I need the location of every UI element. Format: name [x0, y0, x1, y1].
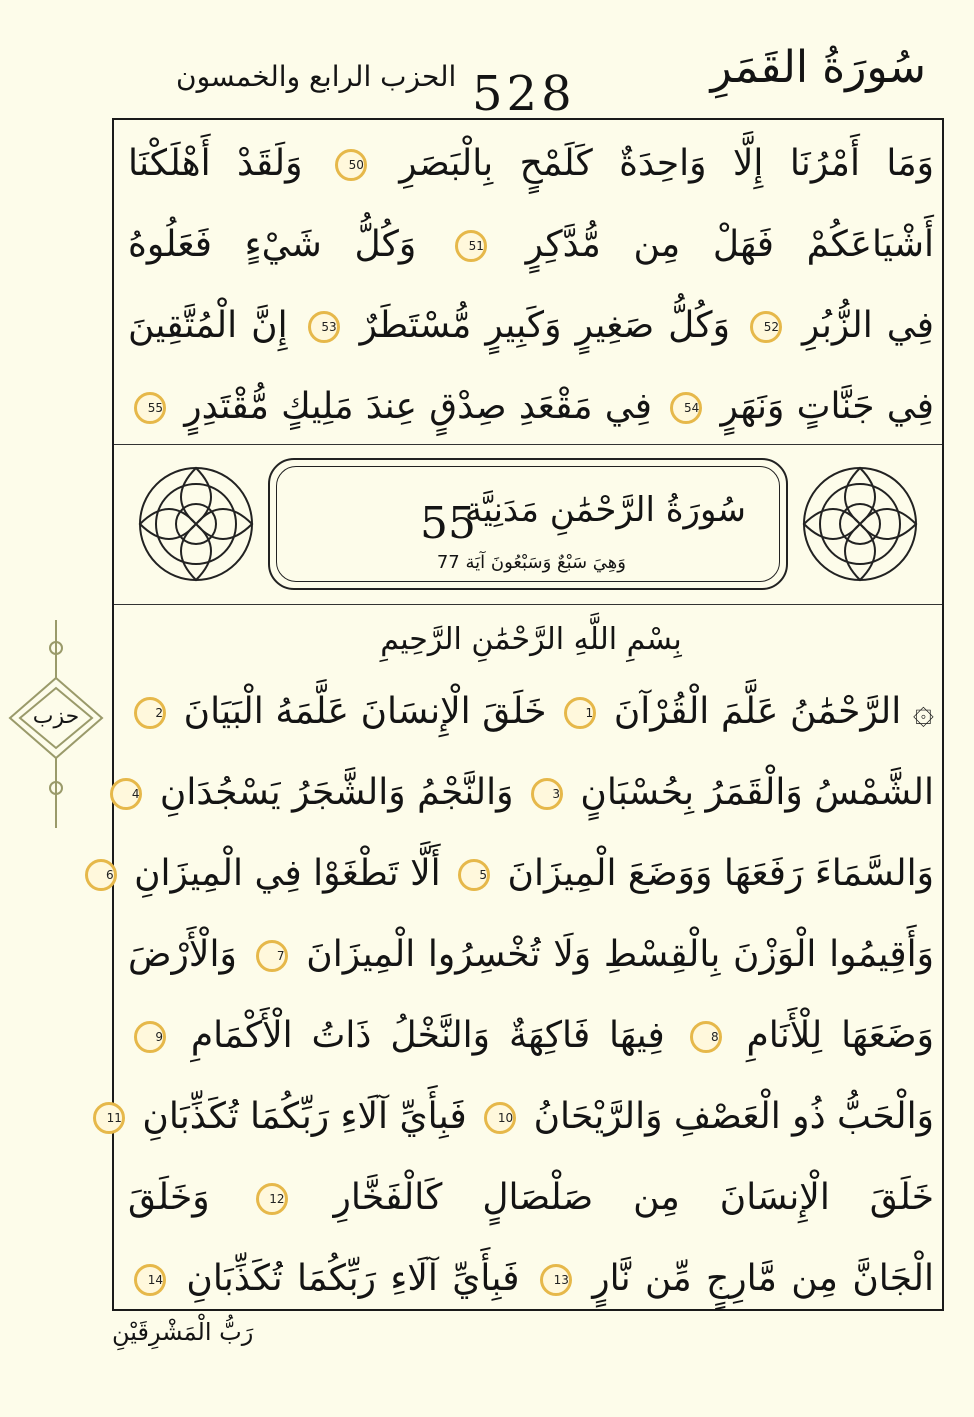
ayah-text: وَمَا أَمْرُنَا إِلَّا وَاحِدَةٌ كَلَمْحٍ بِالْبَصَرِ — [399, 143, 934, 184]
ayah-text: أَلَّا تَطْغَوْا فِي الْمِيزَانِ — [134, 853, 441, 894]
surah-number: 55 — [420, 498, 476, 549]
verse-line — [128, 286, 934, 366]
ayah-text: خَلَقَ الْإِنسَانَ مِن صَلْصَالٍ كَالْفَخَّارِ — [333, 1177, 934, 1218]
ayah-text: وَالْحَبُّ ذُو الْعَصْفِ وَالرَّيْحَانُ — [533, 1096, 934, 1137]
ayah-number-marker: 4 — [110, 778, 142, 810]
hizb-label: الحزب الرابع والخمسون — [176, 60, 457, 93]
ayah-number-marker: 55 — [134, 392, 166, 424]
verse-line — [128, 367, 934, 447]
ayah-number-marker: 6 — [85, 859, 117, 891]
verse-line — [128, 915, 934, 995]
ayah-number-marker: 53 — [308, 311, 340, 343]
ayah-text: فِي مَقْعَدِ صِدْقٍ عِندَ مَلِيكٍ مُّقْتَدِرٍ — [184, 386, 653, 427]
ayah-number-marker: 3 — [531, 778, 563, 810]
ayah-number-marker: 14 — [134, 1264, 166, 1296]
ayah-text: خَلَقَ الْإِنسَانَ عَلَّمَهُ الْبَيَانَ — [183, 691, 547, 732]
ayah-text: وَخَلَقَ — [128, 1177, 210, 1218]
ayah-text: وَضَعَهَا لِلْأَنَامِ — [746, 1015, 934, 1056]
basmala: بِسْمِ اللَّهِ الرَّحْمَٰنِ الرَّحِيمِ — [380, 622, 682, 657]
surah-banner — [118, 448, 938, 600]
banner-bottom-rule — [114, 604, 942, 605]
verse-line — [128, 672, 934, 752]
ayah-text: إِنَّ الْمُتَّقِينَ — [128, 305, 288, 346]
verse-line — [128, 996, 934, 1076]
ayah-text: وَالنَّجْمُ وَالشَّجَرُ يَسْجُدَانِ — [159, 772, 514, 813]
surah-title: سُورَةُ القَمَرِ — [710, 42, 926, 93]
verse-line — [128, 1239, 934, 1319]
ayah-number-marker: 51 — [455, 230, 487, 262]
margin-hizb-label: حزب — [32, 704, 80, 729]
ayah-number-marker: 8 — [690, 1021, 722, 1053]
verse-line — [128, 205, 934, 285]
ayah-text: فِيهَا فَاكِهَةٌ وَالنَّخْلُ ذَاتُ الْأَكْمَامِ — [190, 1015, 665, 1056]
page-header — [112, 38, 944, 122]
ayah-number-marker: 11 — [93, 1102, 125, 1134]
verse-line — [106, 1077, 934, 1157]
ayah-number-marker: 52 — [750, 311, 782, 343]
ayah-text: وَالْأَرْضَ — [128, 934, 237, 975]
ayah-number-marker: 54 — [670, 392, 702, 424]
ayah-text: الْجَانَّ مِن مَّارِجٍ مِّن نَّارٍ — [592, 1258, 934, 1299]
ayah-text: الشَّمْسُ وَالْقَمَرُ بِحُسْبَانٍ — [580, 772, 934, 813]
banner-top-rule — [114, 444, 942, 445]
ayah-number-marker: 50 — [335, 149, 367, 181]
ayah-text: وَالسَّمَاءَ رَفَعَهَا وَوَضَعَ الْمِيزَانَ — [507, 853, 934, 894]
ayah-number-marker: 10 — [484, 1102, 516, 1134]
surah-name: سُورَةُ الرَّحْمَٰنِ مَدَنِيَّة — [464, 490, 746, 530]
ayah-number-marker: 1 — [564, 697, 596, 729]
verse-line — [105, 834, 934, 914]
ayah-text: وَلَقَدْ أَهْلَكْنَا — [128, 143, 303, 184]
ayah-text: ۞ الرَّحْمَٰنُ عَلَّمَ الْقُرْآنَ — [613, 691, 934, 732]
ayah-number-marker: 12 — [256, 1183, 288, 1215]
ayah-number-marker: 5 — [458, 859, 490, 891]
catchword: رَبُّ الْمَشْرِقَيْنِ — [112, 1318, 254, 1346]
ayah-text: فِي جَنَّاتٍ وَنَهَرٍ — [720, 386, 934, 427]
ayah-text: فِي الزُّبُرِ — [802, 305, 934, 346]
left-rosette-ornament — [126, 458, 266, 590]
ayah-text: وَكُلُّ صَغِيرٍ وَكَبِيرٍ مُّسْتَطَرٌ — [359, 305, 730, 346]
ayah-number-marker: 9 — [134, 1021, 166, 1053]
verse-line — [128, 1158, 934, 1238]
ayah-text: فَبِأَيِّ آلَاءِ رَبِّكُمَا تُكَذِّبَانِ — [186, 1258, 520, 1299]
ayah-number-marker: 13 — [540, 1264, 572, 1296]
surah-name-cartouche — [268, 458, 788, 590]
margin-hizb-marker — [4, 618, 108, 830]
ayah-text: وَكُلُّ شَيْءٍ فَعَلُوهُ — [128, 224, 417, 265]
ayah-text: فَبِأَيِّ آلَاءِ رَبِّكُمَا تُكَذِّبَانِ — [142, 1096, 467, 1137]
ayah-text: وَأَقِيمُوا الْوَزْنَ بِالْقِسْطِ وَلَا تُخْسِرُوا الْمِيزَانَ — [306, 934, 935, 975]
verse-line — [128, 124, 934, 204]
ayah-text: أَشْيَاعَكُمْ فَهَلْ مِن مُّدَّكِرٍ — [525, 224, 934, 265]
right-rosette-ornament — [790, 458, 930, 590]
ayah-number-marker: 7 — [256, 940, 288, 972]
verse-line — [128, 753, 934, 833]
surah-verse-count: وَهِيَ سَبْعٌ وَسَبْعُونَ آيَة 77 — [436, 552, 626, 573]
page-number: 528 — [472, 66, 576, 122]
ayah-number-marker: 2 — [134, 697, 166, 729]
